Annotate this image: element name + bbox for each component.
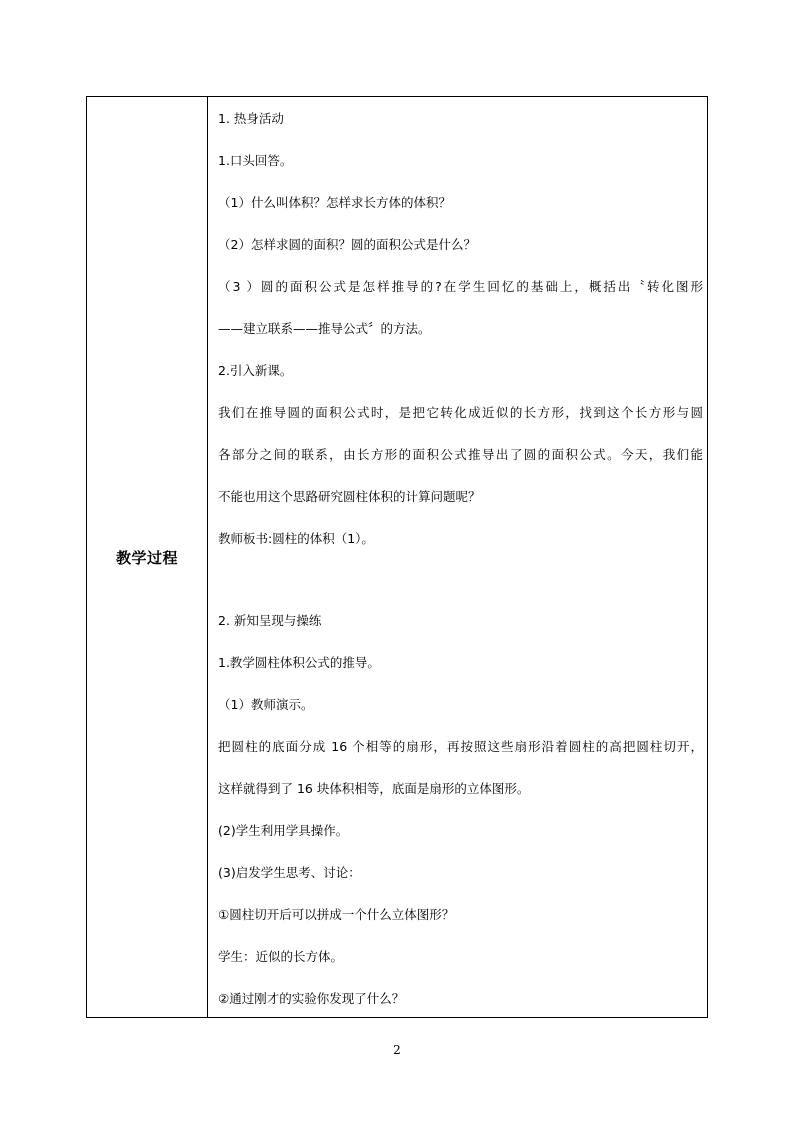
section-heading-warmup: 1. 热身活动: [218, 111, 284, 126]
content-line: ①圆柱切开后可以拼成一个什么立体图形？: [218, 907, 455, 922]
content-line: （3 ）圆的面积公式是怎样推导的?在学生回忆的基础上，概括出〝转化图形: [218, 279, 703, 294]
content-line: 教师板书:圆柱的体积（1）。: [218, 531, 374, 546]
content-line: （1）什么叫体积？怎样求长方体的体积？: [218, 195, 451, 210]
content-line: 我们在推导圆的面积公式时，是把它转化成近似的长方形，找到这个长方形与圆: [218, 405, 703, 420]
content-line: (2)学生利用学具操作。: [218, 823, 349, 838]
content-line: 1.口头回答。: [218, 153, 293, 168]
content-line: ——建立联系——推导公式〞的方法。: [218, 321, 431, 336]
content-line: 把圆柱的底面分成 16 个相等的扇形，再按照这些扇形沿着圆柱的高把圆柱切开，: [218, 739, 703, 754]
section-heading-new-knowledge: 2. 新知呈现与操练: [218, 613, 322, 628]
content-line: ②通过刚才的实验你发现了什么？: [218, 991, 405, 1006]
content-line: （2）怎样求圆的面积？圆的面积公式是什么？: [218, 237, 476, 252]
content-cell: [208, 97, 707, 1017]
content-line: (3)启发学生思考、讨论：: [218, 865, 361, 880]
content-line: 学生：近似的长方体。: [218, 949, 344, 964]
label-cell: [87, 97, 208, 1017]
content-line: （1）教师演示。: [218, 697, 314, 712]
page-number: 2: [393, 1043, 401, 1057]
content-line: 不能也用这个思路研究圆柱体积的计算问题呢？: [218, 489, 481, 504]
row-label-teaching-process: 教学过程: [115, 549, 178, 567]
lesson-table: [86, 96, 708, 1018]
content-line: 2.引入新课。: [218, 363, 293, 378]
content-line: 这样就得到了 16 块体积相等，底面是扇形的立体图形。: [218, 781, 530, 796]
content-line: 各部分之间的联系，由长方形的面积公式推导出了圆的面积公式。今天，我们能: [218, 447, 703, 462]
content-line: 1.教学圆柱体积公式的推导。: [218, 655, 380, 670]
